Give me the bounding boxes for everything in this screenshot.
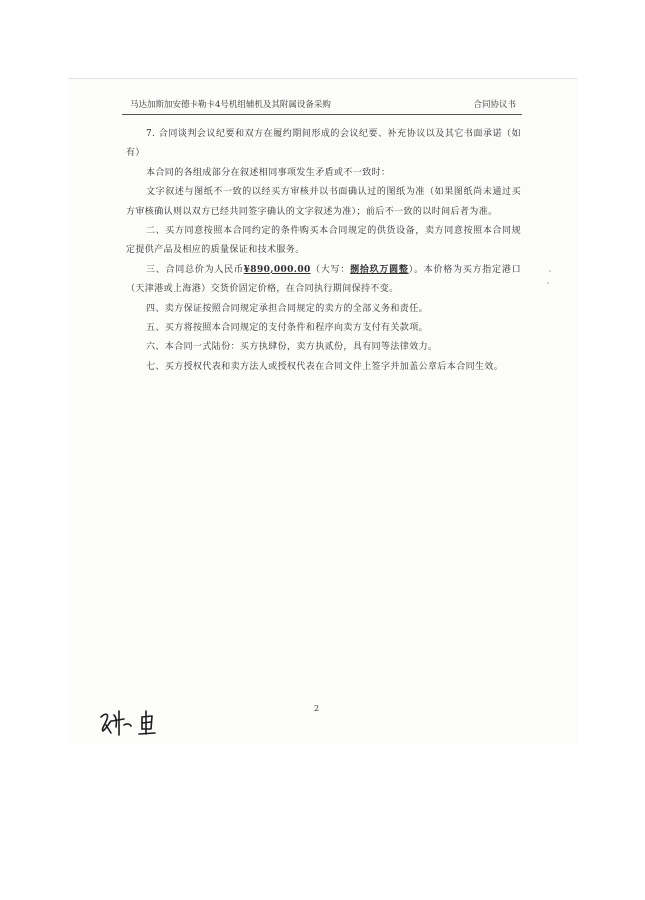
clause-7-paragraph: 7. 合同谈判会议纪要和双方在履约期间形成的会议纪要、补充协议以及其它书面承诺（如有） bbox=[126, 129, 521, 159]
handwritten-signature bbox=[97, 703, 169, 739]
article-3-suffix: ）。本价格为买方指定港口（天津港或上海港）交货价固定价格，在合同执行期间保持不变。 bbox=[126, 264, 521, 295]
contract-amount: ¥890,000.00 bbox=[243, 264, 311, 275]
article-4-paragraph: 四、卖方保证按照合同规定承担合同规定的卖方的全部义务和责任。 bbox=[146, 303, 429, 314]
article-6-paragraph: 六、本合同一式陆份：买方执肆份，卖方执贰份，具有同等法律效力。 bbox=[146, 342, 438, 353]
conflict-rule-paragraph: 文字叙述与图纸不一致的以经买方审核并以书面确认过的图纸为准（如果图纸尚未通过买方审核确认则以双方已经共同签字确认的文字叙述为准）；前后不一致的以时间后者为准。 bbox=[126, 187, 521, 217]
header-rule bbox=[122, 114, 522, 115]
article-3-paragraph bbox=[126, 261, 521, 300]
scan-speck bbox=[547, 282, 549, 284]
article-2-paragraph: 二、买方同意按照本合同约定的条件购买本合同规定的供货设备，卖方同意按照本合同规定提供产品及相应的质量保证和技术服务。 bbox=[126, 226, 521, 256]
article-5-paragraph: 五、买方将按照本合同规定的支付条件和程序向卖方支付有关款项。 bbox=[146, 323, 429, 334]
scan-speck bbox=[549, 270, 551, 272]
contract-body bbox=[126, 125, 521, 377]
header-title: 马达加斯加安德卡勒卡4号机组辅机及其附属设备采购 bbox=[130, 100, 331, 110]
contract-amount-words: 捌拾玖万圆整 bbox=[350, 264, 409, 275]
article-7-paragraph: 七、买方授权代表和卖方法人或授权代表在合同文件上签字并加盖公章后本合同生效。 bbox=[146, 361, 504, 372]
header-doc-type: 合同协议书 bbox=[473, 100, 516, 110]
article-3-prefix: 三、合同总价为人民币 bbox=[146, 264, 244, 275]
article-3-mid: （大写： bbox=[310, 264, 351, 275]
conflict-intro-paragraph: 本合同的各组成部分在叙述相同事项发生矛盾或不一致时： bbox=[146, 167, 391, 178]
page-number: 2 bbox=[314, 704, 320, 713]
page-header bbox=[130, 98, 516, 112]
